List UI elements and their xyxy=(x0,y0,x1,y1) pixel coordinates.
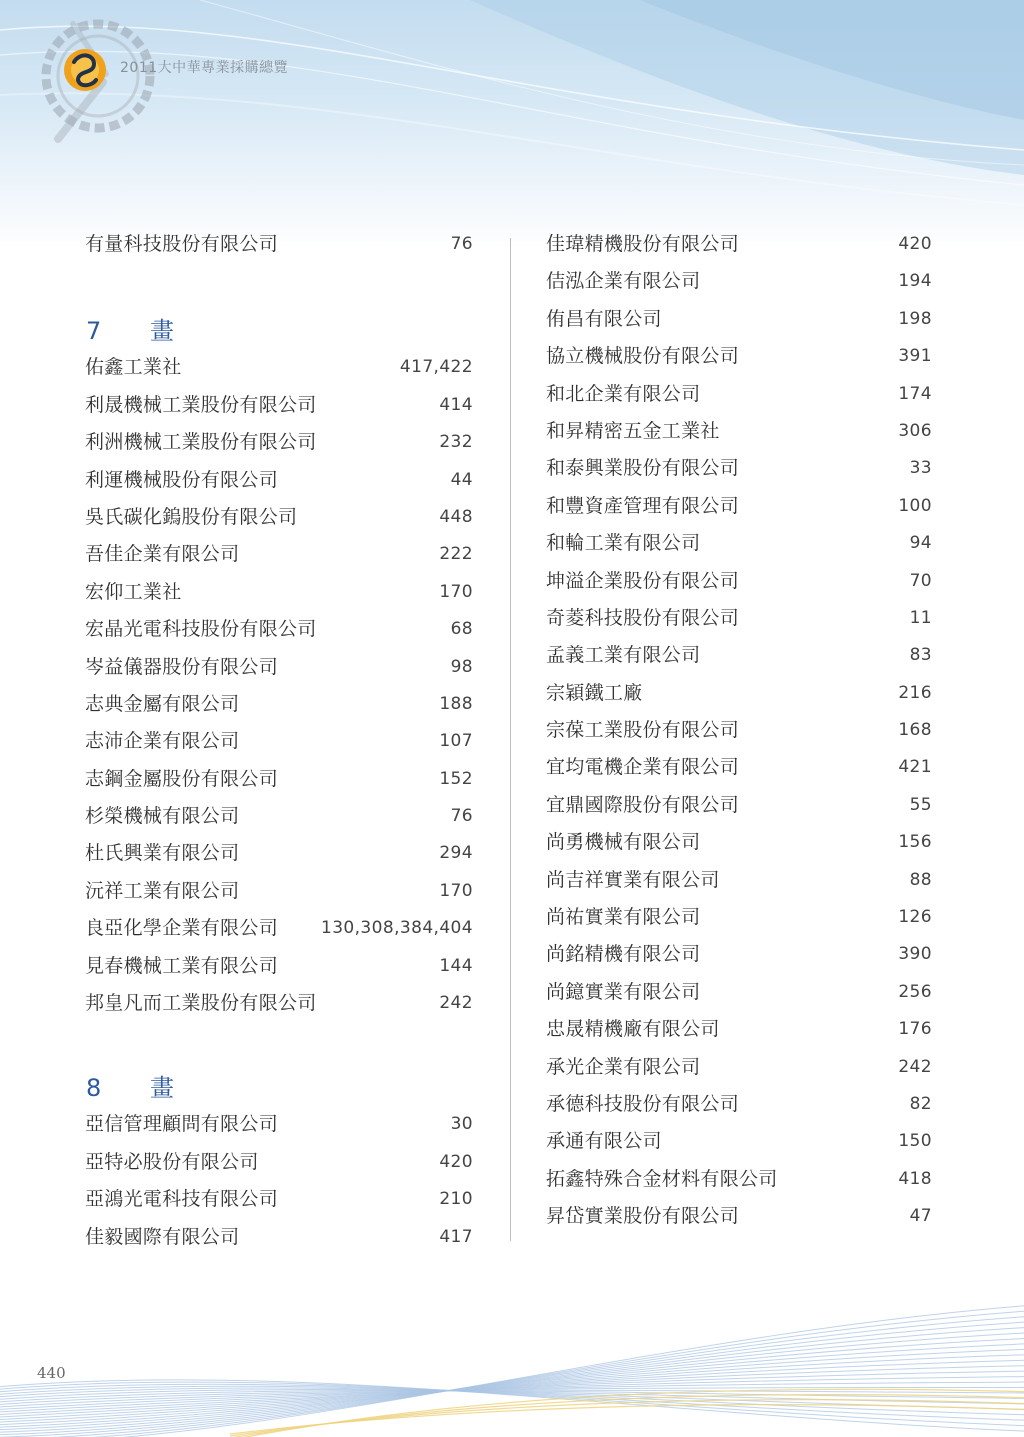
page-reference: 55 xyxy=(909,794,932,815)
index-entry xyxy=(85,499,473,536)
company-name: 佑鑫工業社 xyxy=(85,356,182,379)
company-name: 吳氏碳化鎢股份有限公司 xyxy=(85,505,298,528)
page-reference: 30 xyxy=(450,1114,473,1135)
index-entry xyxy=(546,413,932,450)
index-entry xyxy=(546,1123,932,1160)
page-reference: 33 xyxy=(909,458,932,479)
index-entry xyxy=(85,387,473,424)
company-name: 沅祥工業有限公司 xyxy=(85,879,240,902)
company-name: 承光企業有限公司 xyxy=(546,1055,701,1078)
section-stroke-label: 畫 xyxy=(150,317,174,346)
entry-list xyxy=(85,349,473,1022)
page-reference: 88 xyxy=(909,869,932,890)
company-name: 佳毅國際有限公司 xyxy=(85,1225,240,1248)
company-name: 和泰興業股份有限公司 xyxy=(546,457,740,480)
page-reference: 420 xyxy=(898,234,932,254)
index-entry xyxy=(546,301,932,338)
index-entry xyxy=(85,462,473,499)
page-reference: 70 xyxy=(909,570,932,591)
index-entry xyxy=(85,686,473,723)
wave-line xyxy=(0,1305,1024,1437)
entry-list xyxy=(85,1106,473,1256)
index-entry xyxy=(85,649,473,686)
company-name: 承通有限公司 xyxy=(546,1130,662,1153)
index-entry xyxy=(85,873,473,910)
bottom-wave-decoration xyxy=(0,1280,1024,1437)
index-entry xyxy=(85,1106,473,1143)
index-entry xyxy=(85,611,473,648)
index-entry xyxy=(546,1049,932,1086)
index-entry xyxy=(546,862,932,899)
page-reference: 130,308,384,404 xyxy=(320,918,473,939)
company-name: 杜氏興業有限公司 xyxy=(85,842,240,865)
company-name: 吾佳企業有限公司 xyxy=(85,543,240,566)
page-reference: 94 xyxy=(909,533,932,554)
index-entry xyxy=(85,424,473,461)
section-stroke-count: 7 xyxy=(86,317,102,346)
page-reference: 83 xyxy=(909,645,932,666)
company-name: 岑益儀器股份有限公司 xyxy=(85,655,279,678)
page-reference: 174 xyxy=(898,383,932,404)
company-name: 承德科技股份有限公司 xyxy=(546,1092,740,1115)
page-reference: 176 xyxy=(898,1019,932,1040)
index-entry xyxy=(546,525,932,562)
page-reference: 144 xyxy=(439,955,473,976)
company-name: 宏晶光電科技股份有限公司 xyxy=(85,618,317,641)
page-reference: 294 xyxy=(439,843,473,864)
page-reference: 152 xyxy=(439,768,473,789)
index-entry xyxy=(85,910,473,947)
index-entry xyxy=(546,1198,932,1235)
company-name: 宜均電機企業有限公司 xyxy=(546,756,740,779)
section-heading xyxy=(85,314,473,349)
index-entry xyxy=(85,835,473,872)
company-name: 拓鑫特殊合金材料有限公司 xyxy=(546,1167,778,1190)
index-entry xyxy=(85,536,473,573)
index-entry xyxy=(85,349,473,386)
index-entry xyxy=(85,1181,473,1218)
page-reference: 418 xyxy=(898,1168,932,1189)
index-entry xyxy=(546,450,932,487)
company-name: 志鋼金屬股份有限公司 xyxy=(85,767,279,790)
company-name: 協立機械股份有限公司 xyxy=(546,345,740,368)
company-name: 邦皇凡而工業股份有限公司 xyxy=(85,992,317,1015)
entry-list xyxy=(85,226,473,263)
index-entry xyxy=(85,1144,473,1181)
company-name: 忠晟精機廠有限公司 xyxy=(546,1018,720,1041)
index-entry xyxy=(546,488,932,525)
page-reference: 107 xyxy=(439,731,473,752)
company-name: 尚鐿實業有限公司 xyxy=(546,980,701,1003)
page-reference: 391 xyxy=(898,346,932,367)
index-entry xyxy=(85,723,473,760)
page-reference: 256 xyxy=(898,981,932,1002)
page-reference: 170 xyxy=(439,880,473,901)
section-stroke-label: 畫 xyxy=(150,1074,174,1103)
index-entry xyxy=(546,1011,932,1048)
index-entry xyxy=(85,798,473,835)
company-name: 利晟機械工業股份有限公司 xyxy=(85,393,317,416)
page-reference: 170 xyxy=(439,581,473,602)
company-name: 宜鼎國際股份有限公司 xyxy=(546,793,740,816)
company-name: 亞信管理顧問有限公司 xyxy=(85,1113,279,1136)
company-name: 尚吉祥實業有限公司 xyxy=(546,868,720,891)
company-name: 杉榮機械有限公司 xyxy=(85,805,240,828)
page-reference: 222 xyxy=(439,544,473,565)
company-name: 利運機械股份有限公司 xyxy=(85,468,279,491)
page-reference: 11 xyxy=(909,607,932,628)
company-name: 宗穎鐵工廠 xyxy=(546,681,643,704)
index-entry xyxy=(546,675,932,712)
index-entry xyxy=(546,712,932,749)
page-reference: 242 xyxy=(898,1056,932,1077)
page-reference: 98 xyxy=(450,656,473,677)
page-reference: 198 xyxy=(898,308,932,329)
company-name: 佶泓企業有限公司 xyxy=(546,270,701,293)
page-reference: 306 xyxy=(898,420,932,441)
index-entry xyxy=(546,1161,932,1198)
page-reference: 150 xyxy=(898,1131,932,1152)
company-name: 宏仰工業社 xyxy=(85,580,182,603)
index-entry xyxy=(546,338,932,375)
company-name: 坤溢企業股份有限公司 xyxy=(546,569,740,592)
company-name: 利洲機械工業股份有限公司 xyxy=(85,431,317,454)
index-entry xyxy=(546,563,932,600)
index-entry xyxy=(85,985,473,1022)
index-entry xyxy=(85,226,473,263)
page-reference: 390 xyxy=(898,944,932,965)
page-reference: 100 xyxy=(898,495,932,516)
index-entry xyxy=(546,936,932,973)
left-column xyxy=(85,226,473,1256)
index-entry xyxy=(546,824,932,861)
company-name: 和豐資產管理有限公司 xyxy=(546,494,740,517)
index-entry xyxy=(546,749,932,786)
company-name: 和昇精密五金工業社 xyxy=(546,419,720,442)
company-name: 宗葆工業股份有限公司 xyxy=(546,719,740,742)
index-entry xyxy=(546,376,932,413)
index-entry xyxy=(85,761,473,798)
page-reference: 82 xyxy=(909,1093,932,1114)
company-name: 奇菱科技股份有限公司 xyxy=(546,606,740,629)
entry-list xyxy=(546,226,932,1236)
company-name: 和輪工業有限公司 xyxy=(546,532,701,555)
company-name: 尚勇機械有限公司 xyxy=(546,831,701,854)
index-entry xyxy=(85,574,473,611)
page-reference: 210 xyxy=(439,1189,473,1210)
index-entry xyxy=(546,899,932,936)
company-name: 亞特必股份有限公司 xyxy=(85,1150,259,1173)
company-name: 良亞化學企業有限公司 xyxy=(85,917,279,940)
page-reference: 414 xyxy=(439,394,473,415)
publication-title: 2011大中華專業採購總覽 xyxy=(120,60,289,76)
index-entry xyxy=(85,948,473,985)
page-reference: 68 xyxy=(450,619,473,640)
company-name: 和北企業有限公司 xyxy=(546,382,701,405)
page-reference: 168 xyxy=(898,720,932,741)
company-name: 志典金屬有限公司 xyxy=(85,692,240,715)
company-name: 侑昌有限公司 xyxy=(546,307,662,330)
page-reference: 242 xyxy=(439,993,473,1014)
index-entry xyxy=(546,974,932,1011)
company-name: 佳瑋精機股份有限公司 xyxy=(546,233,740,255)
page-reference: 448 xyxy=(439,506,473,527)
company-name: 孟義工業有限公司 xyxy=(546,644,701,667)
index-entry xyxy=(546,226,932,263)
company-name: 尚祐實業有限公司 xyxy=(546,906,701,929)
page-reference: 417 xyxy=(439,1226,473,1247)
company-name: 有量科技股份有限公司 xyxy=(85,233,279,255)
index-entry xyxy=(546,263,932,300)
page-reference: 76 xyxy=(450,234,473,254)
page-number: 440 xyxy=(37,1364,66,1382)
right-column xyxy=(546,226,932,1236)
company-name: 見春機械工業有限公司 xyxy=(85,954,279,977)
column-divider xyxy=(510,238,511,1241)
page-reference: 76 xyxy=(450,806,473,827)
company-name: 志沛企業有限公司 xyxy=(85,730,240,753)
page-reference: 156 xyxy=(898,832,932,853)
page-reference: 420 xyxy=(439,1151,473,1172)
company-name: 亞鴻光電科技有限公司 xyxy=(85,1188,279,1211)
index-entry xyxy=(546,787,932,824)
page-reference: 44 xyxy=(450,469,473,490)
index-entry xyxy=(546,1086,932,1123)
section-stroke-count: 8 xyxy=(86,1074,102,1103)
company-name: 昇岱實業股份有限公司 xyxy=(546,1205,740,1228)
index-entry xyxy=(85,1219,473,1256)
page-reference: 188 xyxy=(439,693,473,714)
page-reference: 421 xyxy=(898,757,932,778)
company-name: 尚銘精機有限公司 xyxy=(546,943,701,966)
page-reference: 47 xyxy=(909,1206,932,1227)
page-reference: 194 xyxy=(898,271,932,292)
page-reference: 216 xyxy=(898,682,932,703)
page-reference: 232 xyxy=(439,432,473,453)
wave-line xyxy=(0,1316,1024,1437)
index-entry xyxy=(546,637,932,674)
section-heading xyxy=(85,1071,473,1106)
page-reference: 417,422 xyxy=(399,357,473,378)
index-entry xyxy=(546,600,932,637)
page-reference: 126 xyxy=(898,907,932,928)
wave-line xyxy=(230,1405,1024,1434)
